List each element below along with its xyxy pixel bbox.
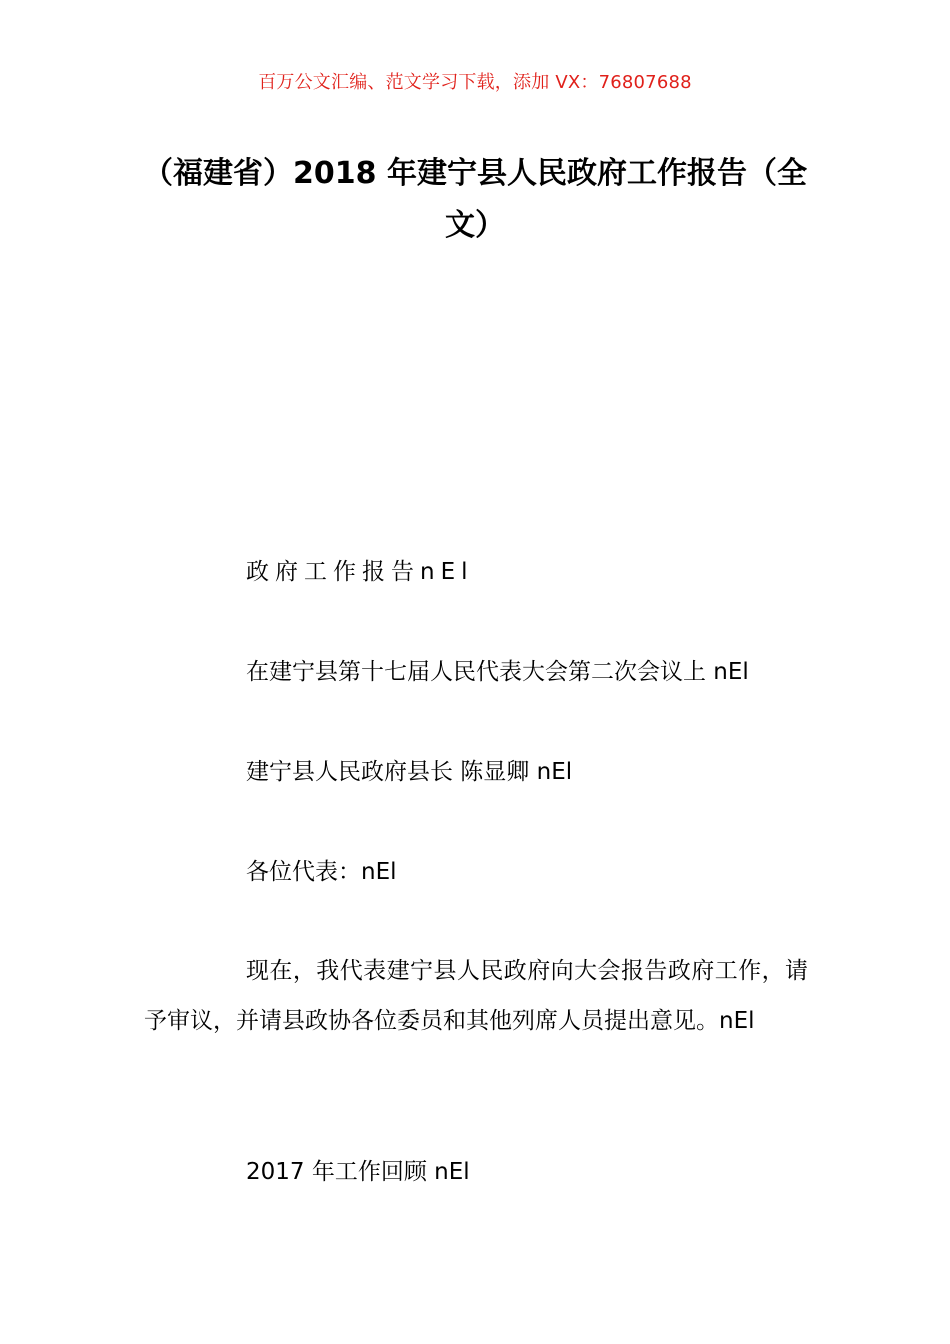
paragraph-section-heading: 2017 年工作回顾 nEl (246, 1159, 470, 1185)
header-note: 百万公文汇编、范文学习下载，添加 VX：76807688 (258, 72, 692, 93)
paragraph-salutation: 各位代表：nEl (246, 859, 397, 885)
paragraph-report-heading: 政府工作报告nEl (246, 559, 474, 585)
paragraph-speaker: 建宁县人民政府县长 陈显卿 nEl (246, 759, 573, 785)
paragraph-opening: 现在，我代表建宁县人民政府向大会报告政府工作，请予审议，并请县政协各位委员和其他列席人员提出意见。nEl (144, 958, 808, 1034)
paragraph-meeting: 在建宁县第十七届人民代表大会第二次会议上 nEl (246, 659, 749, 685)
document-title: （福建省）2018 年建宁县人民政府工作报告（全文） (143, 156, 807, 243)
